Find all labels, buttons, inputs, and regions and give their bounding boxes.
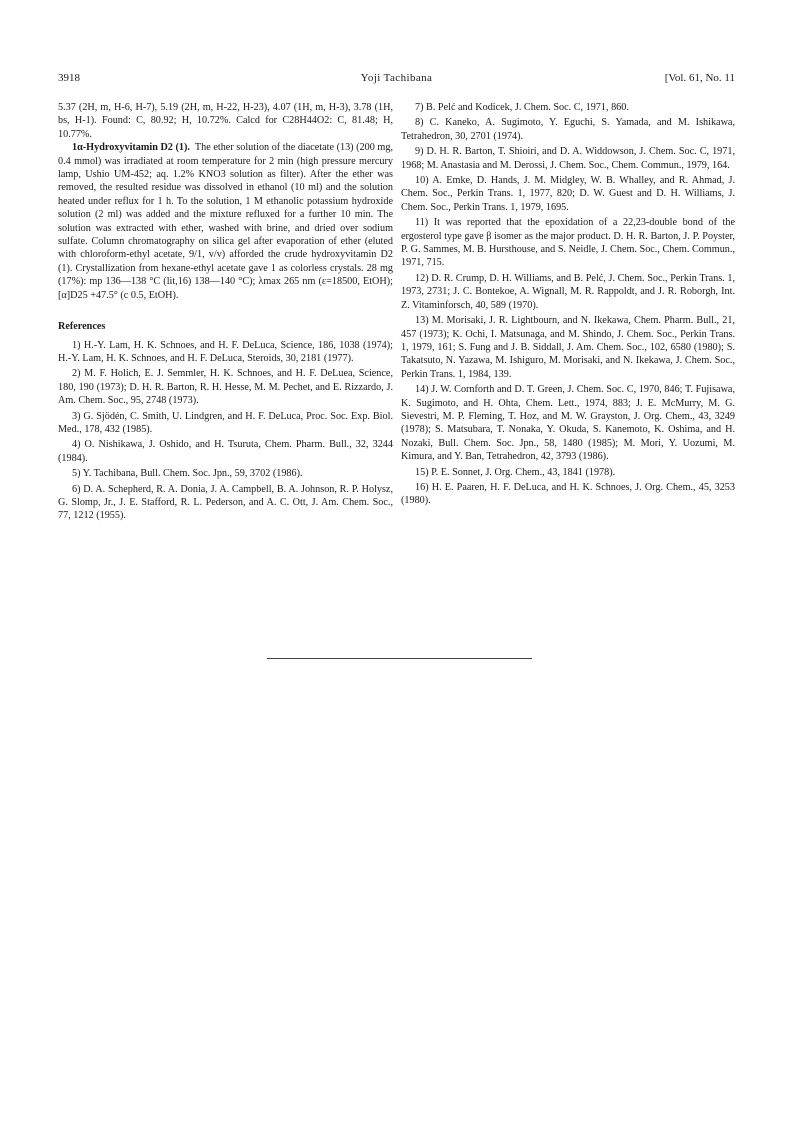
reference-item: 3) G. Sjödén, C. Smith, U. Lindgren, and H. F. DeLuca, Proc. Soc. Exp. Biol. Med., 178, 432 (1985). [58,410,393,435]
reference-item: 5) Y. Tachibana, Bull. Chem. Soc. Jpn., 59, 3702 (1986). [72,468,303,480]
reference-item: 16) H. E. Paaren, H. F. DeLuca, and H. K. Schnoes, J. Org. Chem., 45, 3253 (1980). [401,481,735,507]
reference-item: 2) M. F. Holich, E. J. Semmler, H. K. Schnoes, and H. F. DeLuea, Science, 180, 190 (1973); D. H. R. Barton, R. H. Hesse, M. M. Pechet, and E. Rizzardo, J. Am. Chem. Soc., 95, 2748 (1973). [58,368,393,407]
reference-item: 7) B. Pelć and Kodicek, J. Chem. Soc. C, 1971, 860. [415,102,629,113]
reference-item: 15) P. E. Sonnet, J. Org. Chem., 43, 1841 (1978). [415,466,616,478]
experimental-paragraph [58,141,393,302]
end-rule [267,658,532,659]
reference-item: 10) A. Emke, D. Hands, J. M. Midgley, W. B. Whalley, and R. Ahmad, J. Chem. Soc., Perkin Trans. 1, 1977, 820; D. W. Guest and D. H. Williams, J. Chem. Soc., Perkin Trans. 1, 1979, 1695. [401,175,735,213]
reference-item: 9) D. H. R. Barton, T. Shioiri, and D. A. Widdowson, J. Chem. Soc. C, 1971, 1968; M. Anastasia and M. Derossi, J. Chem. Soc., Chem. Commun., 1979, 164. [401,146,735,171]
running-author: Yoji Tachibana [360,72,433,84]
reference-item: 4) O. Nishikawa, J. Oshido, and H. Tsuruta, Chem. Pharm. Bull., 32, 3244 (1984). [58,439,393,464]
left-column [58,101,393,525]
reference-item: 1) H.-Y. Lam, H. K. Schnoes, and H. F. DeLuca, Science, 186, 1038 (1974); H.-Y. Lam, H. K. Schnoes, and H. F. DeLuca, Steroids, 30, 2181 (1977). [58,339,393,364]
right-column [401,101,735,510]
experimental-body: The ether solution of the diacetate (13) (200 mg, 0.4 mmol) was irradiated at room temperature for 2 min (high pressure mercury lamp, Ushio UM-452; aq. 1.2% KNO3 solution as filter). After the ether was removed, the resulted residue was dissolved in ethanol (10 ml) and the solution heated under reflux for 1 h. To the solution, 1 M ethanolic potassium hydroxide solution (2 ml) was added and the mixture refluxed for a further 10 min. The solution was extracted with ether, washed with brine, and dried over sodium sulfate. Column chromatography on silica gel after evaporation of ether (eluted with chloroform-ethyl acetate, 9/1, v/v) afforded the crude hydroxyvitamin D2 (1). Crystallization from hexane-ethyl acetate gave 1 as colorless crystals. 28 mg (17%): mp 136—138 °C (lit,16) 138—140 °C); λmax 265 nm (ε=18500, EtOH); [α]D25 +47.5° (c 0.5, EtOH). [58,142,393,301]
experimental-title: 1α-Hydroxyvitamin D2 (1). [72,142,190,154]
nmr-data-paragraph: 5.37 (2H, m, H-6, H-7), 5.19 (2H, m, H-22, H-23), 4.07 (1H, m, H-3), 3.78 (1H, bs, H-1). Found: C, 80.92; H, 10.72%. Calcd for C28H44O2: C, 81.48; H, 10.77%. [58,102,393,140]
page-number: 3918 [58,72,80,84]
reference-item: 8) C. Kaneko, A. Sugimoto, Y. Eguchi, S. Yamada, and M. Ishikawa, Tetrahedron, 30, 2701 (1974). [401,117,735,142]
reference-item: 11) It was reported that the epoxidation of a 22,23-double bond of the ergosterol type gave β isomer as the major product. D. H. R. Barton, J. P. Poyster, P. G. Sammes, M. B. Hursthouse, and S. Neidle, J. Chem. Soc., Chem. Commun., 1971, 715. [401,217,735,269]
running-header [58,72,735,88]
volume-issue: [Vol. 61, No. 11 [664,72,735,84]
reference-item: 6) D. A. Schepherd, R. A. Donia, J. A. Campbell, B. A. Johnson, R. P. Holysz, G. Slomp, Jr., J. E. Stafford, R. L. Pederson, and A. C. Ott, J. Am. Chem. Soc., 77, 1212 (1955). [58,483,393,522]
reference-item: 12) D. R. Crump, D. H. Williams, and B. Pelć, J. Chem. Soc., Perkin Trans. 1, 1973, 2731; J. C. Bontekoe, A. Wignall, M. R. Rappoldt, and J. R. Roborgh, Int. Z. Vitaminforsch, 40, 589 (1970). [401,272,735,311]
reference-item: 13) M. Morisaki, J. R. Lightbourn, and N. Ikekawa, Chem. Pharm. Bull., 21, 457 (1973); K. Ochi, I. Matsunaga, and M. Shindo, J. Chem. Soc., Perkin Trans. 1, 1979, 161; S. Fung and J. B. Siddall, J. Am. Chem. Soc., 102, 6580 (1980); S. Takatsuto, N. Yazawa, M. Ishiguro, M. Morisaki, and N. Ikekawa, J. Chem. Soc., Perkin Trans. 1, 1984, 139. [401,315,735,380]
reference-item: 14) J. W. Cornforth and D. T. Green, J. Chem. Soc. C, 1970, 846; T. Fujisawa, K. Sugimoto, and H. Ohta, Chem. Lett., 1974, 883; J. E. McMurry, M. G. Sievestri, M. P. Fleming, T. Hoz, and M. W. Grayston, J. Org. Chem., 43, 3249 (1978); S. Matsubara, T. Nonaka, Y. Okuda, S. Kanemoto, K. Oshima, and H. Nozaki, Bull. Chem. Soc. Jpn., 58, 1480 (1985); M. Mori, Y. Uozumi, M. Kimura, and Y. Ban, Tetrahedron, 42, 3793 (1986). [401,384,735,463]
references-heading: References [58,321,106,333]
